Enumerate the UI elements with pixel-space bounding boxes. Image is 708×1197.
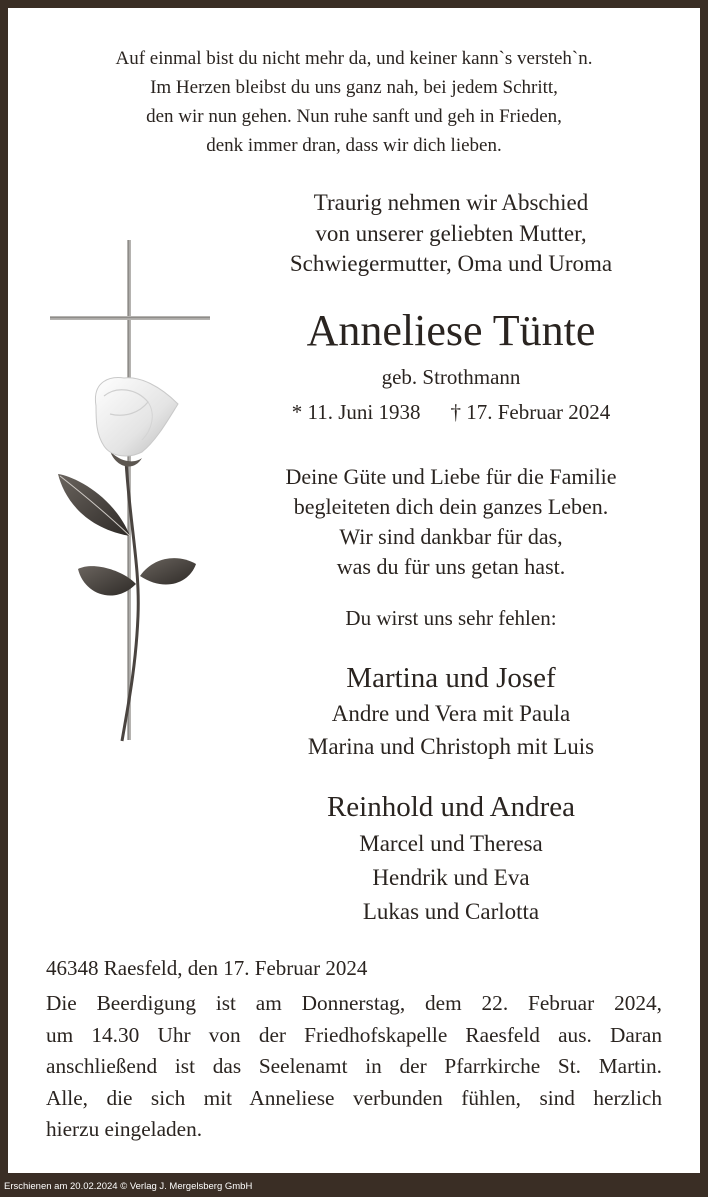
family-member: Marcel und Theresa xyxy=(359,831,543,856)
verse-line: Wir sind dankbar für das, xyxy=(339,524,563,549)
death-date: † 17. Februar 2024 xyxy=(450,400,611,424)
funeral-line: hierzu eingeladen. xyxy=(46,1117,203,1142)
intro-text xyxy=(246,188,656,280)
life-dates xyxy=(246,398,656,426)
family-group xyxy=(246,787,656,929)
intro-line: Traurig nehmen wir Abschied xyxy=(313,190,589,215)
poem-line: Im Herzen bleibst du uns ganz nah, bei jedem Schritt, xyxy=(150,77,558,98)
verse-line: was du für uns getan hast. xyxy=(336,554,566,579)
deceased-name: Anneliese Tünte xyxy=(306,306,596,355)
verse-line: Deine Güte und Liebe für die Familie xyxy=(285,464,617,489)
funeral-line: Alle, die sich mit Anneliese verbunden fühlen, sind herzlich xyxy=(46,1085,662,1110)
intro-line: von unserer geliebten Mutter, xyxy=(315,220,587,246)
poem-line: den wir nun gehen. Nun ruhe sanft und geh in Frieden, xyxy=(146,106,562,127)
funeral-line: anschließend ist das Seelenamt in der Pfarrkirche St. Martin. xyxy=(46,1054,662,1079)
poem xyxy=(0,44,708,160)
intro-line: Schwiegermutter, Oma und Uroma xyxy=(289,251,613,276)
birth-name: geb. Strothmann xyxy=(381,365,521,389)
family-head: Martina und Josef xyxy=(346,662,556,694)
poem-line: denk immer dran, dass wir dich lieben. xyxy=(206,135,502,156)
birth-date: * 11. Juni 1938 xyxy=(291,400,421,424)
poem-line: Auf einmal bist du nicht mehr da, und keiner kann`s versteh`n. xyxy=(115,48,593,69)
place-date: 46348 Raesfeld, den 17. Februar 2024 xyxy=(46,956,368,980)
verse xyxy=(246,462,656,582)
family-member: Hendrik und Eva xyxy=(372,865,530,890)
family-member: Andre und Vera mit Paula xyxy=(331,701,571,726)
family-member: Marina und Christoph mit Luis xyxy=(307,733,595,759)
family-head: Reinhold und Andrea xyxy=(326,791,576,823)
family-member: Lukas und Carlotta xyxy=(362,899,540,924)
funeral-info xyxy=(46,988,662,1146)
miss-line: Du wirst uns sehr fehlen: xyxy=(345,606,557,630)
verse-line: begleiteten dich dein ganzes Leben. xyxy=(293,494,609,519)
funeral-line: Die Beerdigung ist am Donnerstag, dem 22. Februar 2024, xyxy=(46,991,662,1015)
family-group xyxy=(246,658,656,763)
cross-and-rose-image xyxy=(44,236,224,746)
funeral-line: um 14.30 Uhr von der Friedhofskapelle Raesfeld aus. Daran xyxy=(46,1022,662,1047)
publication-footer: Erschienen am 20.02.2024 © Verlag J. Mergelsberg GmbH xyxy=(4,1181,253,1192)
